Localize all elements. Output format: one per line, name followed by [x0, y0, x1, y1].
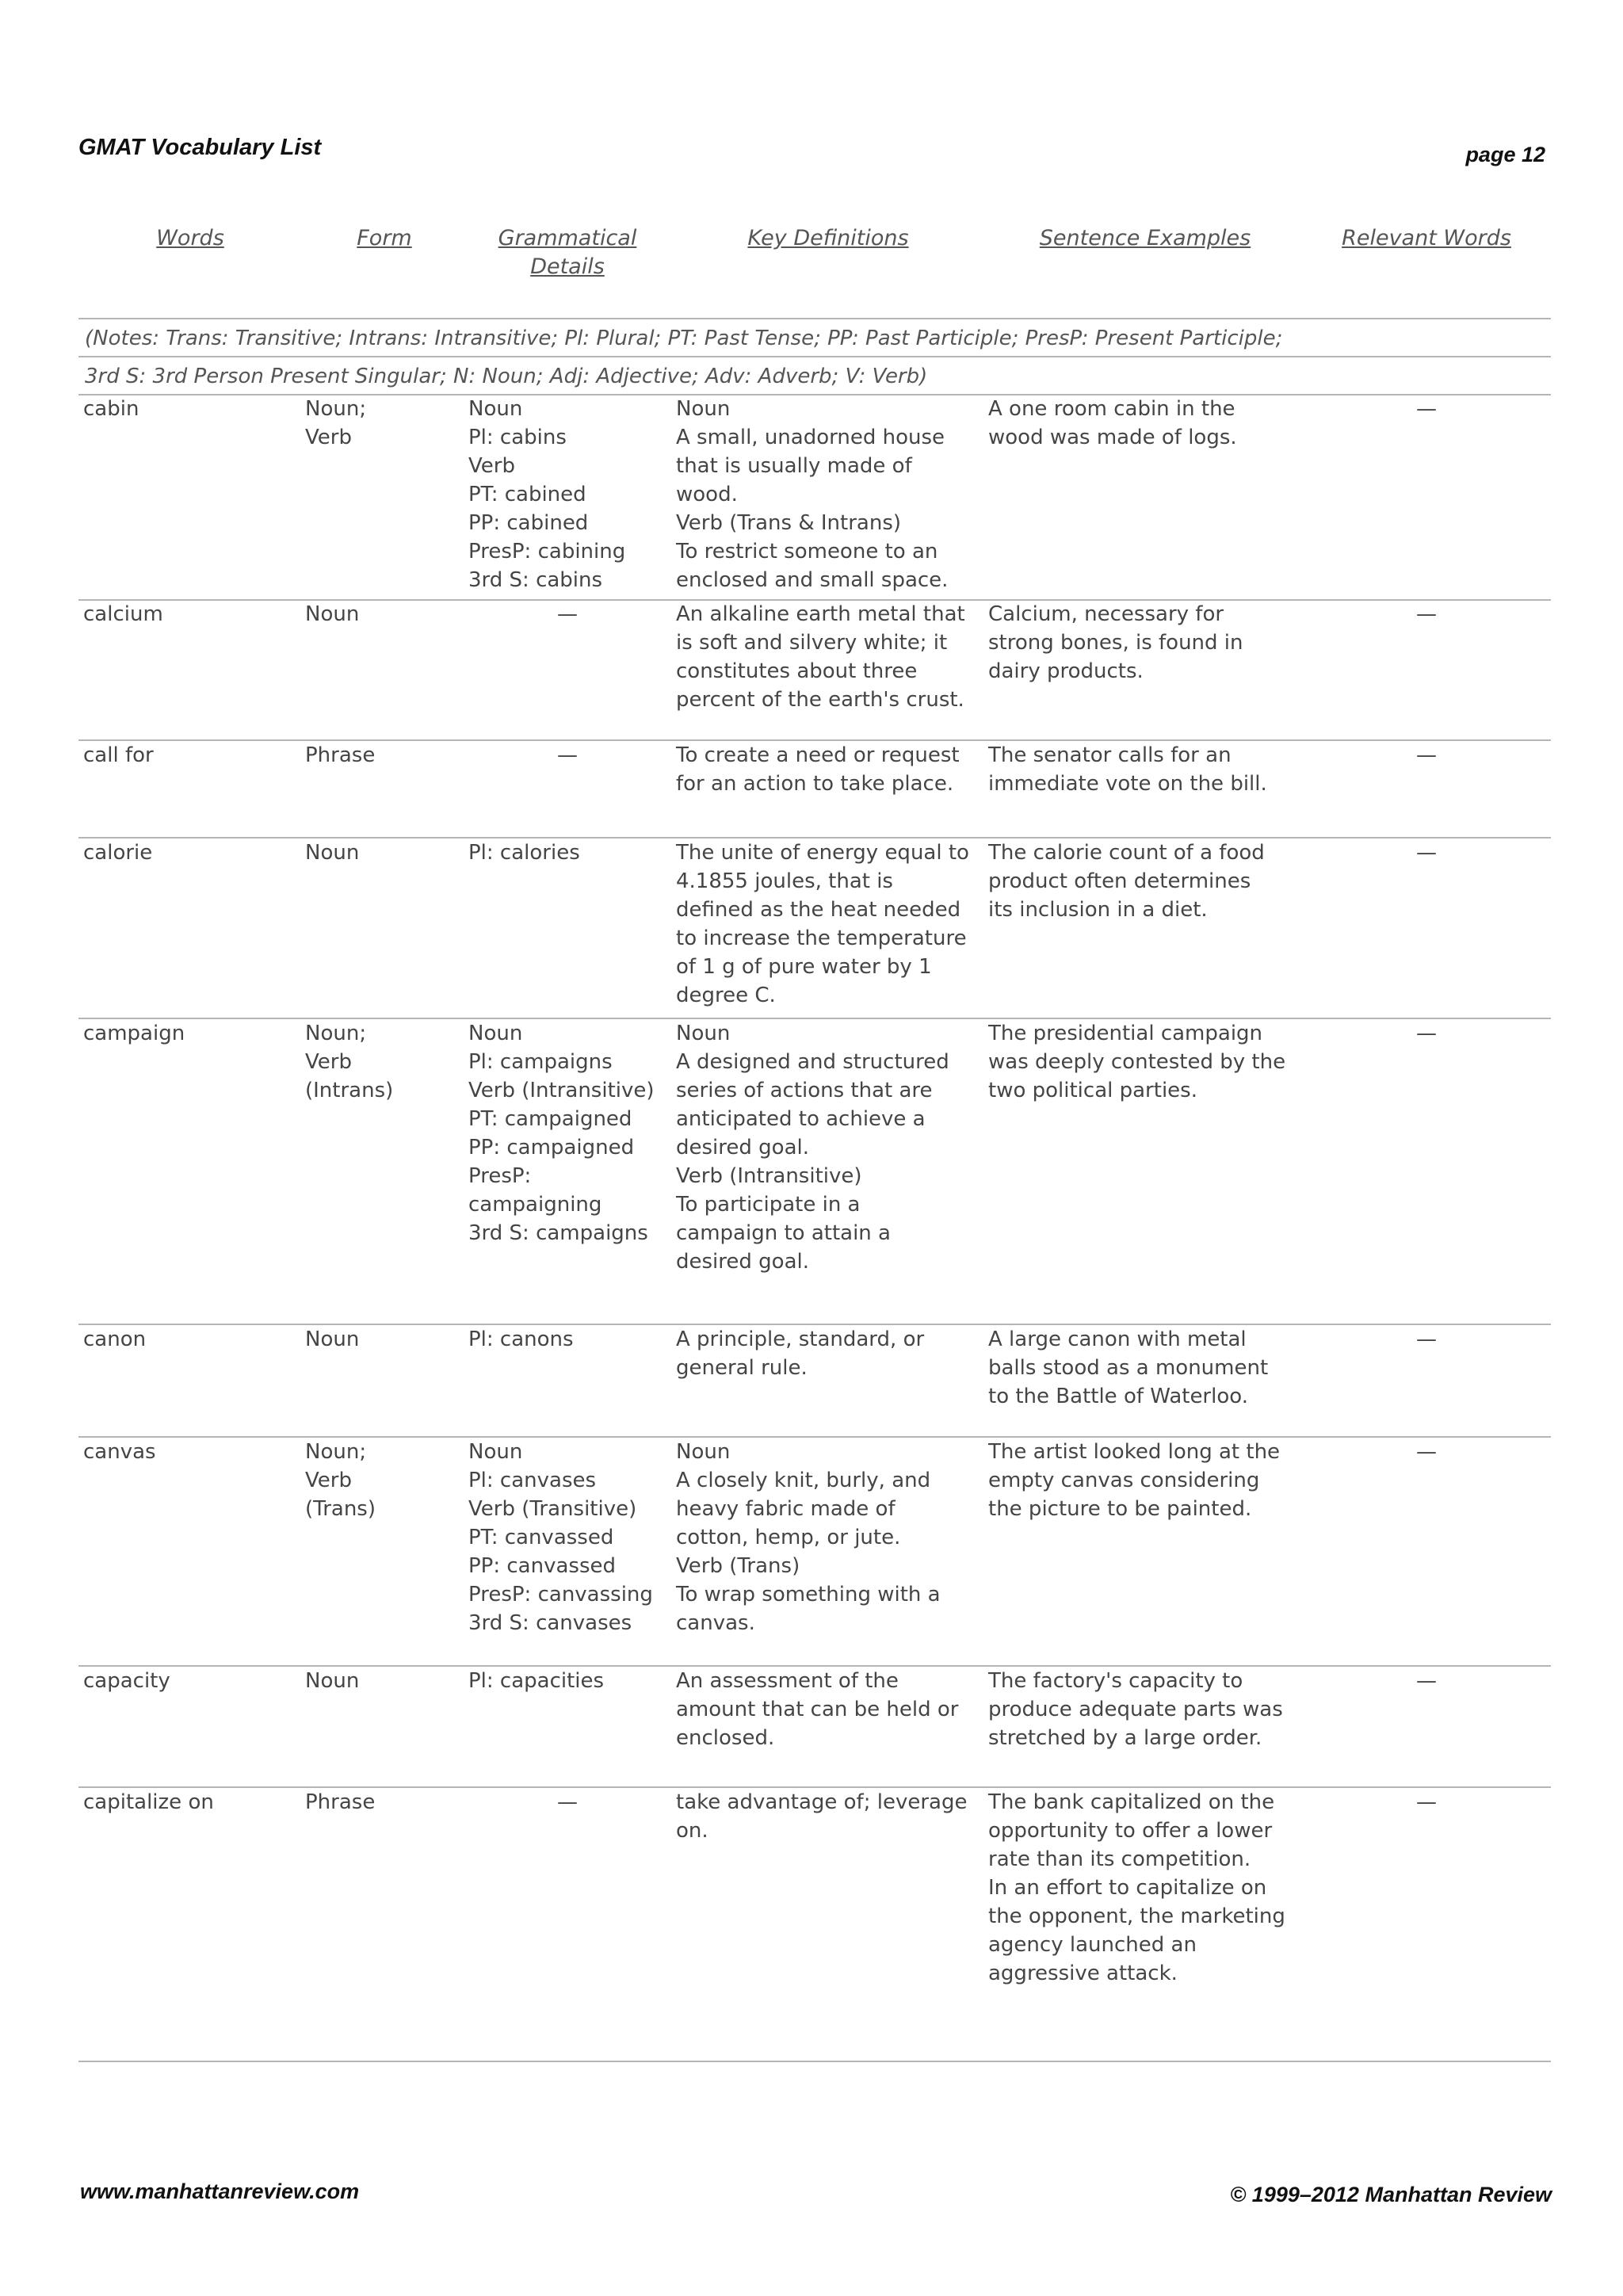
relevant-cell: —: [1416, 1790, 1437, 1814]
form-cell: Noun; Verb (Trans): [305, 1440, 376, 1521]
word-cell: calorie: [83, 841, 153, 865]
col-header-words: Words: [156, 226, 224, 250]
relevant-cell: —: [1416, 397, 1437, 421]
word-cell: campaign: [83, 1022, 185, 1045]
notes-line-2: 3rd S: 3rd Person Present Singular; N: Noun; Adj: Adjective; Adv: Adverb; V: Verb): [85, 365, 928, 388]
relevant-cell: —: [1416, 602, 1437, 626]
divider: [78, 318, 1551, 319]
definition-cell: Noun A small, unadorned house that is usually made of wood. Verb (Trans & Intrans) To restrict someone to an enclosed and small space.: [676, 397, 949, 592]
grammar-cell: —: [557, 1790, 578, 1814]
word-cell: canvas: [83, 1440, 156, 1464]
word-cell: capacity: [83, 1669, 170, 1693]
definition-cell: An alkaline earth metal that is soft and silvery white; it constitutes about three percent of the earth's crust.: [676, 602, 965, 712]
notes-line-1: (Notes: Trans: Transitive; Intrans: Intransitive; Pl: Plural; PT: Past Tense; PP: Past Participle; PresP: Present Participle;: [85, 327, 1283, 350]
page-number: page 12: [1465, 143, 1545, 166]
definition-cell: take advantage of; leverage on.: [676, 1790, 968, 1843]
grammar-cell: Noun Pl: cabins Verb PT: cabined PP: cabined PresP: cabining 3rd S: cabins: [468, 397, 626, 592]
grammar-cell: Pl: capacities: [468, 1669, 605, 1693]
col-header-grammatical-details: Grammatical Details: [498, 226, 637, 279]
grammar-cell: Pl: calories: [468, 841, 580, 865]
example-cell: A one room cabin in the wood was made of logs.: [988, 397, 1237, 449]
column-headers: [0, 224, 1623, 288]
divider: [78, 2061, 1551, 2062]
relevant-cell: —: [1416, 1022, 1437, 1045]
grammar-cell: Pl: canons: [468, 1328, 574, 1351]
grammar-cell: —: [557, 602, 578, 626]
example-cell: The senator calls for an immediate vote on the bill.: [988, 743, 1267, 796]
example-cell: The artist looked long at the empty canvas considering the picture to be painted.: [988, 1440, 1281, 1521]
divider: [78, 356, 1551, 357]
relevant-cell: —: [1416, 1669, 1437, 1693]
form-cell: Noun: [305, 1328, 360, 1351]
form-cell: Noun; Verb: [305, 397, 367, 449]
example-cell: The factory's capacity to produce adequate parts was stretched by a large order.: [988, 1669, 1283, 1750]
definition-cell: The unite of energy equal to 4.1855 joules, that is defined as the heat needed to increase the temperature of 1 g of pure water by 1 degree C.: [676, 841, 969, 1007]
form-cell: Phrase: [305, 743, 376, 767]
word-cell: cabin: [83, 397, 139, 421]
document-title: GMAT Vocabulary List: [78, 135, 322, 160]
grammar-cell: Noun Pl: canvases Verb (Transitive) PT: canvassed PP: canvassed PresP: canvassing 3rd S: canvases: [468, 1440, 653, 1635]
relevant-cell: —: [1416, 1328, 1437, 1351]
example-cell: Calcium, necessary for strong bones, is found in dairy products.: [988, 602, 1243, 683]
relevant-cell: —: [1416, 1440, 1437, 1464]
definition-cell: Noun A closely knit, burly, and heavy fabric made of cotton, hemp, or jute. Verb (Trans) To wrap something with a canvas.: [676, 1440, 941, 1635]
col-header-relevant-words: Relevant Words: [1342, 226, 1511, 250]
col-header-form: Form: [357, 226, 412, 250]
example-cell: The calorie count of a food product often determines its inclusion in a diet.: [988, 841, 1265, 922]
footer-copyright: © 1999–2012 Manhattan Review: [1230, 2183, 1552, 2206]
example-cell: The presidential campaign was deeply contested by the two political parties.: [988, 1022, 1286, 1102]
definition-cell: Noun A designed and structured series of actions that are anticipated to achieve a desired goal. Verb (Intransitive) To participate in a campaign to attain a desired goal.: [676, 1022, 949, 1274]
definition-cell: To create a need or request for an action to take place.: [676, 743, 960, 796]
relevant-cell: —: [1416, 743, 1437, 767]
form-cell: Noun: [305, 1669, 360, 1693]
example-cell: The bank capitalized on the opportunity to offer a lower rate than its competition. In an effort to capitalize on the opponent, the marketing agency launched an aggressive attack.: [988, 1790, 1285, 1985]
col-header-key-definitions: Key Definitions: [747, 226, 909, 250]
definition-cell: A principle, standard, or general rule.: [676, 1328, 925, 1380]
form-cell: Noun: [305, 841, 360, 865]
form-cell: Phrase: [305, 1790, 376, 1814]
relevant-cell: —: [1416, 841, 1437, 865]
word-cell: capitalize on: [83, 1790, 214, 1814]
word-cell: calcium: [83, 602, 163, 626]
form-cell: Noun; Verb (Intrans): [305, 1022, 394, 1102]
word-cell: canon: [83, 1328, 147, 1351]
grammar-cell: Noun Pl: campaigns Verb (Intransitive) PT: campaigned PP: campaigned PresP: campaigning 3rd S: campaigns: [468, 1022, 655, 1245]
word-cell: call for: [83, 743, 154, 767]
definition-cell: An assessment of the amount that can be held or enclosed.: [676, 1669, 959, 1750]
footer-website: www.manhattanreview.com: [80, 2179, 360, 2203]
example-cell: A large canon with metal balls stood as a monument to the Battle of Waterloo.: [988, 1328, 1269, 1408]
form-cell: Noun: [305, 602, 360, 626]
col-header-sentence-examples: Sentence Examples: [1039, 226, 1251, 250]
grammar-cell: —: [557, 743, 578, 767]
